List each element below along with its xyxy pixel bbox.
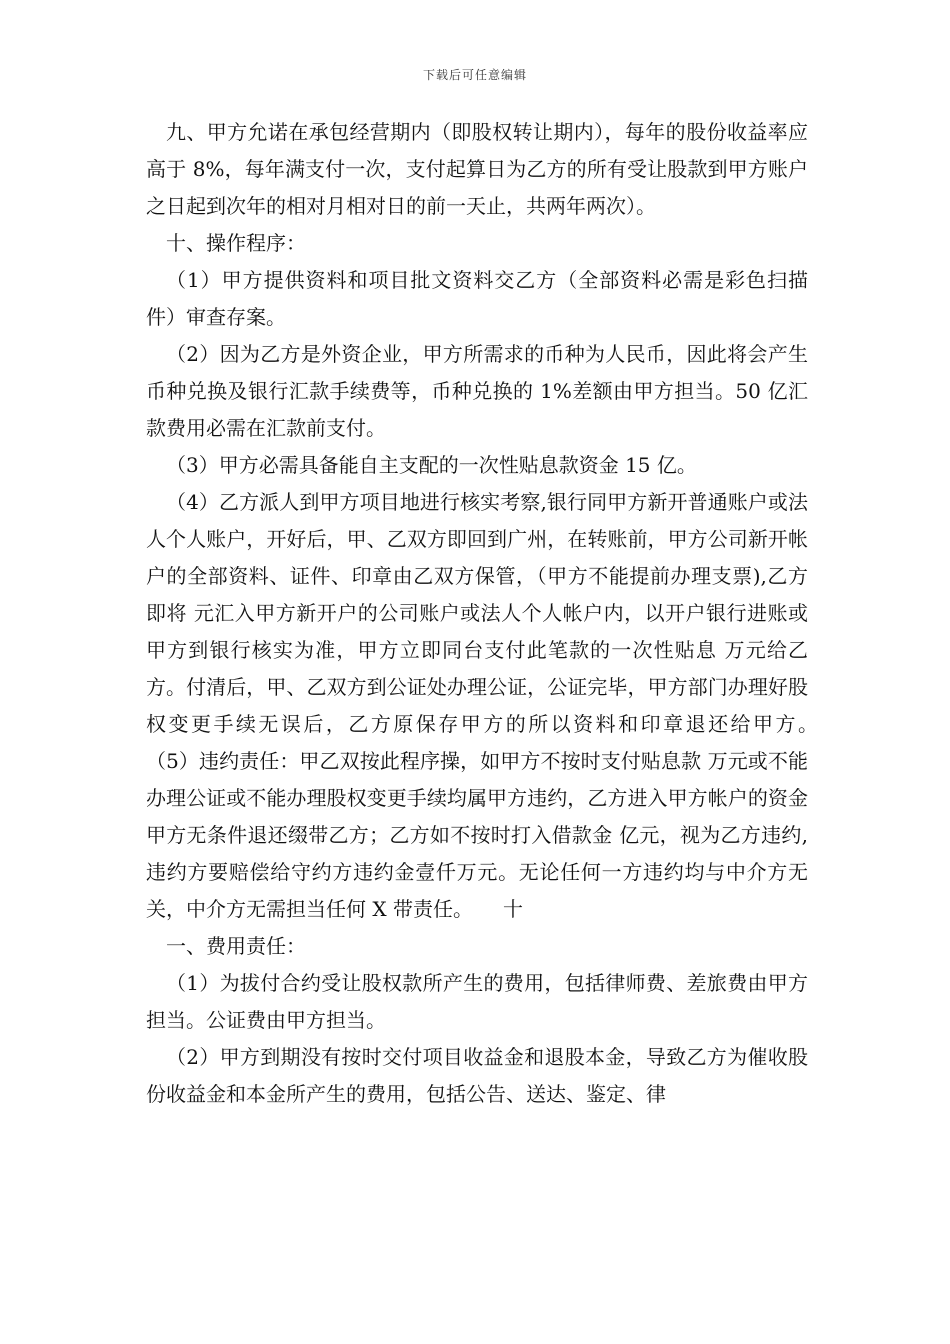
paragraph-article-10-heading: 十、操作程序： xyxy=(166,231,306,255)
paragraph-procedure-1: （1）甲方提供资料和项目批文资料交乙方（全部资料必需是彩色扫描件）审查存案。 xyxy=(146,268,808,329)
paragraph-procedure-2: （2）因为乙方是外资企业，甲方所需求的币种为人民币，因此将会产生币种兑换及银行汇款手续费等，币种兑换的 1%差额由甲方担当。50 亿汇款费用必需在汇款前支付。 xyxy=(146,342,808,440)
page-header: 下载后可任意编辑 xyxy=(422,68,527,82)
paragraph-cost-1: （1）为拔付合约受让股权款所产生的费用，包括律师费、差旅费由甲方担当。公证费由甲方担当。 xyxy=(146,971,808,1032)
document-body xyxy=(146,114,868,1113)
paragraph-cost-2: （2）甲方到期没有按时交付项目收益金和退股本金，导致乙方为催收股份收益金和本金所产生的费用，包括公告、送达、鉴定、律 xyxy=(146,1045,808,1106)
paragraph-procedure-3: （3）甲方必需具备能自主支配的一次性贴息款资金 15 亿。 xyxy=(166,453,697,477)
paragraph-article-11-heading: 一、费用责任： xyxy=(166,934,306,958)
paragraph-procedure-4-5: （4）乙方派人到甲方项目地进行核实考察,银行同甲方新开普通账户或法人个人账户，开好后，甲、乙双方即回到广州，在转账前，甲方公司新开帐户的全部资料、证件、印章由乙双方保管，（甲方不能提前办理支票),乙方即将 元汇入甲方新开户的公司账户或法人个人帐户内，以开户银行进账或甲方到银行核实为准，甲方立即同台支付此笔款的一次性贴息 万元给乙方。付清后，甲、乙双方到公证处办理公证，公证完毕，甲方部门办理好股权变更手续无误后，乙方原保存甲方的所以资料和印章退还给甲方。 （5）违约责任：甲乙双按此程序操，如甲方不按时支付贴息款 万元或不能办理公证或不能办理股权变更手续均属甲方违约，乙方进入甲方帐户的资金甲方无条件退还缀带乙方；乙方如不按时打入借款金 亿元，视为乙方违约,违约方要赔偿给守约方违约金壹仟万元。无论任何一方违约均与中介方无关，中介方无需担当任何 X 带责任。 十 xyxy=(146,490,868,921)
paragraph-article-9: 九、甲方允诺在承包经营期内（即股权转让期内），每年的股份收益率应高于 8%，每年满支付一次，支付起算日为乙方的所有受让股款到甲方账户之日起到次年的相对月相对日的前一天止，共两年两次）。 xyxy=(146,120,808,218)
